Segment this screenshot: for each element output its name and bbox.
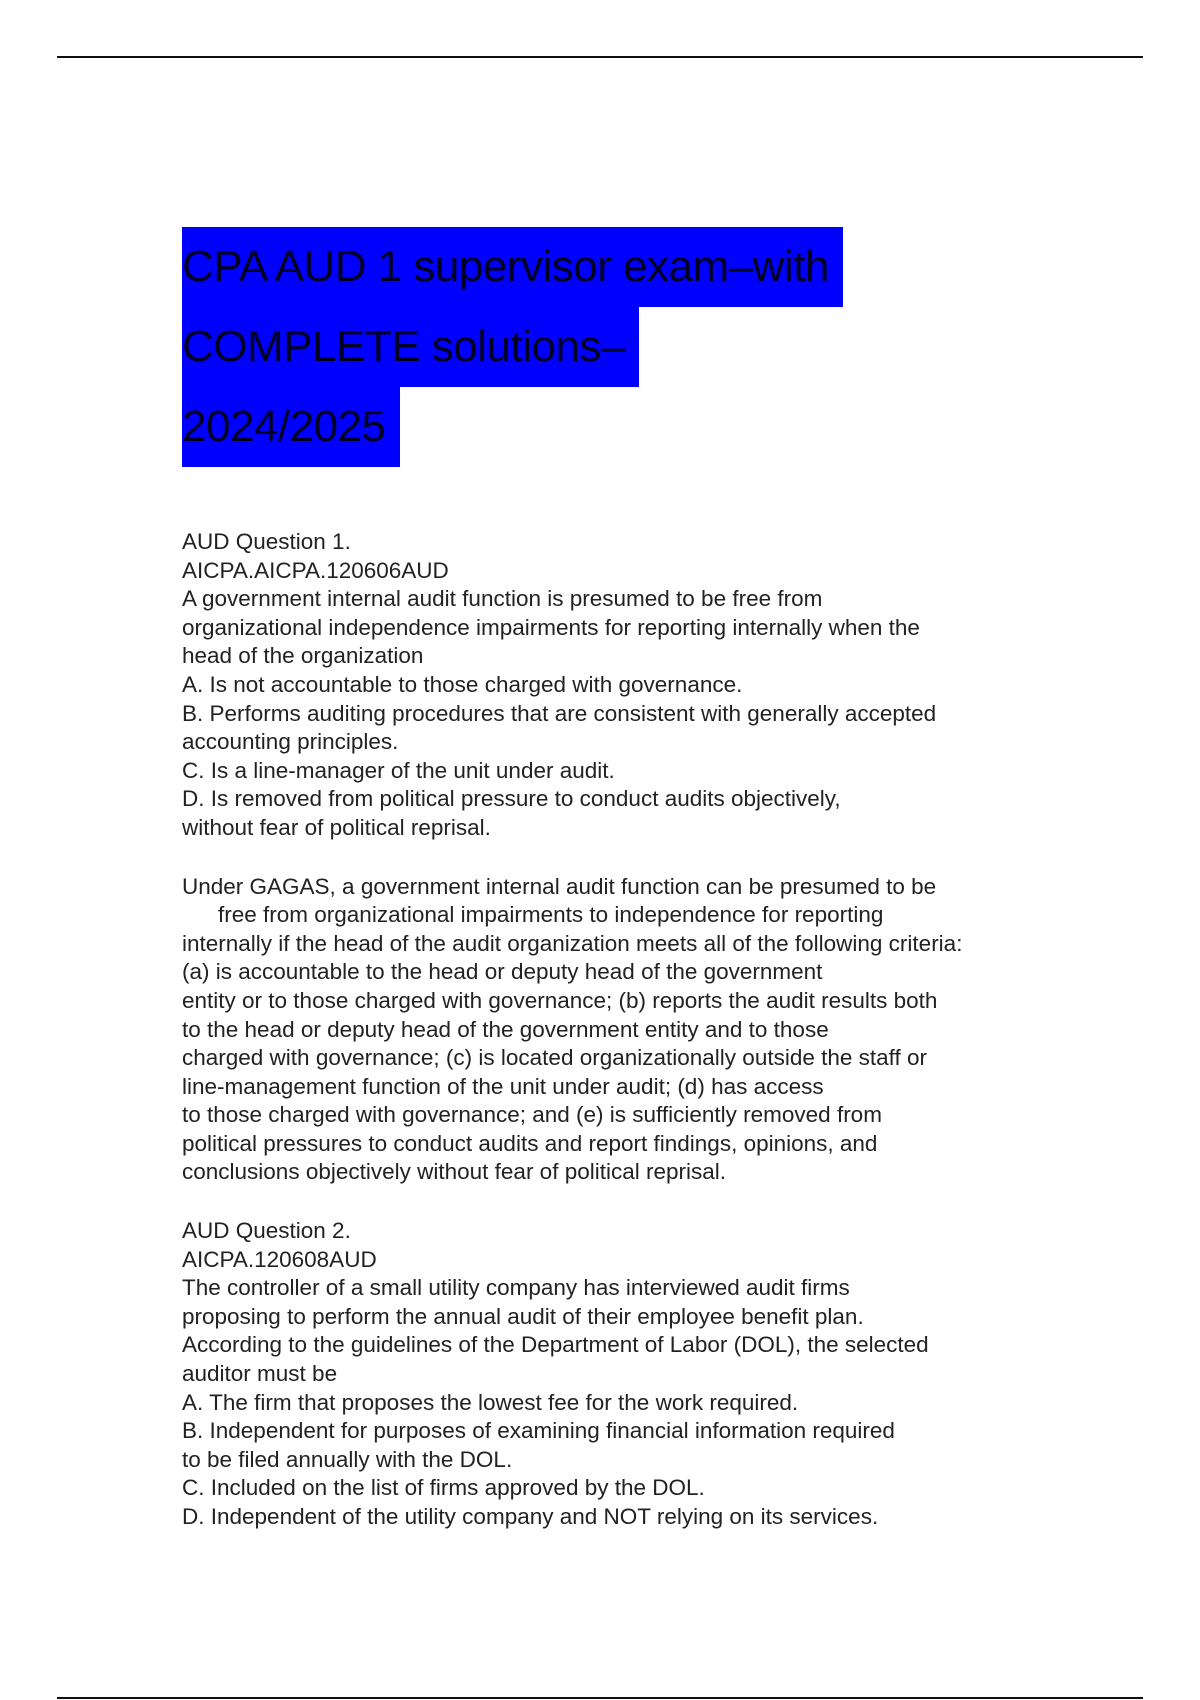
question-stem-line: auditor must be (182, 1361, 338, 1387)
answer-option: B. Independent for purposes of examining financial information required (182, 1418, 895, 1444)
answer-option: A. Is not accountable to those charged with governance. (182, 671, 743, 697)
question-stem-line: proposing to perform the annual audit of their employee benefit plan. (182, 1303, 864, 1329)
explanation-line: charged with governance; (c) is located organizationally outside the staff or (182, 1045, 928, 1071)
answer-option: without fear of political reprisal. (182, 814, 491, 840)
answer-option: D. Independent of the utility company and NOT relying on its services. (182, 1504, 879, 1529)
explanation-line: to those charged with governance; and (e) is sufficiently removed from (182, 1102, 882, 1128)
question-stem-line: The controller of a small utility company has interviewed audit firms (182, 1275, 850, 1301)
title-line: COMPLETE solutions– (182, 307, 639, 387)
answer-option: B. Performs auditing procedures that are consistent with generally accepted (182, 700, 937, 726)
question-stem-line: According to the guidelines of the Department of Labor (DOL), the selected (182, 1332, 929, 1358)
document-title (182, 227, 843, 467)
title-line: 2024/2025 (182, 387, 400, 467)
question-stem-line: head of the organization (182, 643, 424, 669)
explanation-line: (a) is accountable to the head or deputy head of the government (182, 959, 823, 985)
explanation-line: internally if the head of the audit organization meets all of the following criteria: (182, 930, 963, 956)
answer-option: D. Is removed from political pressure to conduct audits objectively, (182, 786, 841, 812)
answer-option: C. Is a line-manager of the unit under audit. (182, 757, 615, 783)
question-code: AICPA.AICPA.120606AUD (182, 557, 449, 583)
document-body (182, 528, 1062, 1532)
answer-option: A. The firm that proposes the lowest fee for the work required. (182, 1389, 799, 1415)
question-stem-line: organizational independence impairments for reporting internally when the (182, 614, 920, 640)
explanation-line: political pressures to conduct audits and report findings, opinions, and (182, 1130, 878, 1156)
explanation-line: to the head or deputy head of the government entity and to those (182, 1016, 829, 1042)
answer-option: to be filed annually with the DOL. (182, 1446, 513, 1472)
explanation-line: conclusions objectively without fear of political reprisal. (182, 1159, 727, 1185)
top-rule (57, 56, 1143, 58)
explanation-line: Under GAGAS, a government internal audit function can be presumed to be (182, 873, 937, 899)
question-heading: AUD Question 1. (182, 529, 351, 554)
title-line: CPA AUD 1 supervisor exam–with (182, 227, 843, 307)
question-heading: AUD Question 2. (182, 1218, 351, 1244)
answer-option: C. Included on the list of firms approved by the DOL. (182, 1475, 705, 1501)
question-code: AICPA.120608AUD (182, 1246, 377, 1272)
bottom-rule (57, 1697, 1143, 1699)
explanation-line: line-management function of the unit under audit; (d) has access (182, 1073, 824, 1099)
answer-option: accounting principles. (182, 729, 399, 755)
explanation-line: entity or to those charged with governance; (b) reports the audit results both (182, 987, 938, 1013)
question-stem-line: A government internal audit function is presumed to be free from (182, 586, 823, 612)
explanation-line: free from organizational impairments to independence for reporting (218, 902, 884, 928)
